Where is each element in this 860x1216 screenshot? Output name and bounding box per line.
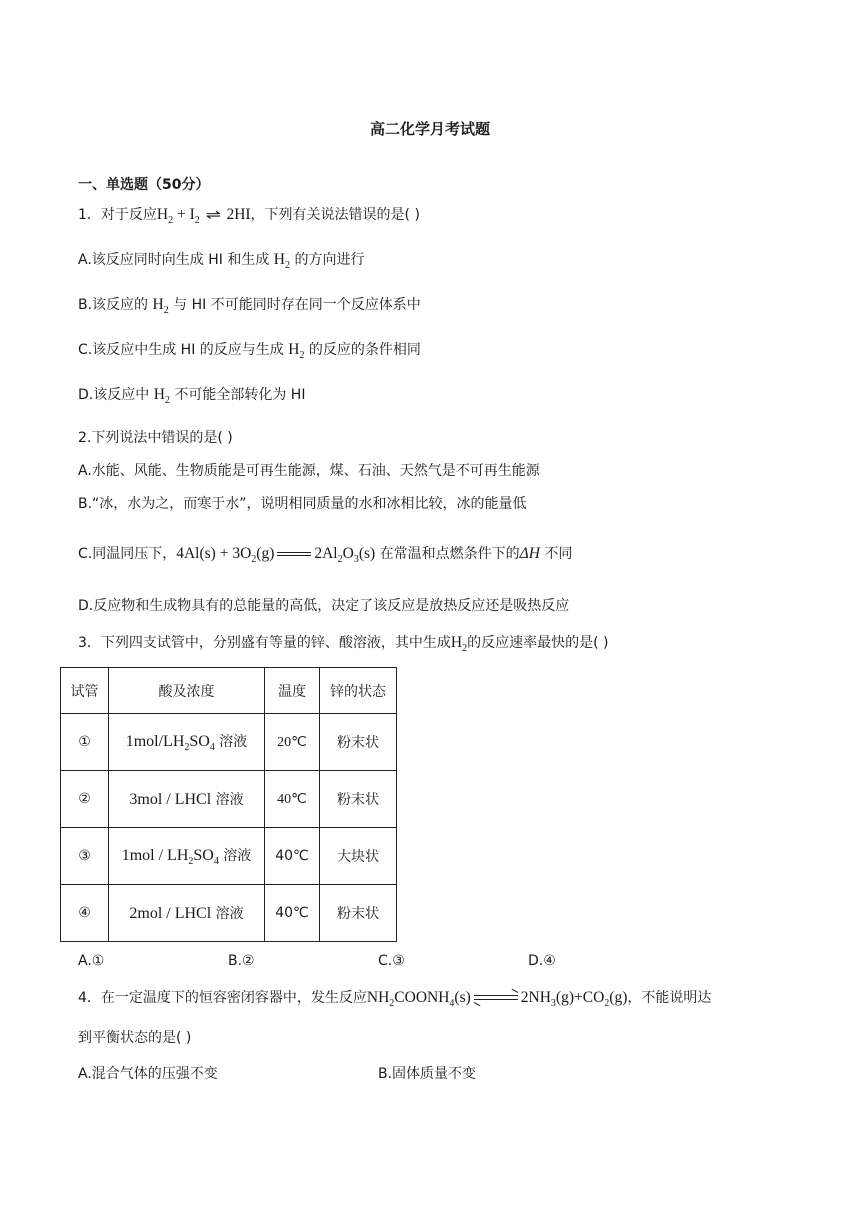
q1-stem-suffix: ，下列有关说法错误的是( ) (250, 207, 420, 223)
q1-option-a (78, 251, 364, 269)
acid-concentration: 3mol / LHCl 溶液 (109, 771, 265, 828)
temperature: 40℃ (265, 885, 320, 942)
zinc-state: 大块状 (320, 828, 397, 885)
acid-concentration: $1mol/LH_2SO_4$ 溶液 (109, 714, 265, 771)
q2-option-c-text: C.同温同压下， (78, 546, 177, 562)
q2-option-a: A.水能、风能、生物质能是可再生能源，煤、石油、天然气是不可再生能源 (78, 463, 540, 479)
q1-option-d-text: D.该反应中 (78, 387, 150, 403)
q1-option-b-text: B.该反应的 (78, 297, 149, 313)
q2-option-d: D.反应物和生成物具有的总能量的高低，决定了该反应是放热反应还是吸热反应 (78, 598, 570, 614)
tube-number: ③ (61, 828, 109, 885)
zinc-state: 粉末状 (320, 771, 397, 828)
table-header: 试管 (61, 668, 109, 714)
delta-h-symbol: ΔH (519, 545, 540, 562)
h2-formula: $H_2$ (152, 296, 169, 316)
q4-stem-suffix: ，不能说明达 (627, 990, 712, 1006)
q4-stem-prefix: 4．在一定温度下的恒容密闭容器中，发生反应 (78, 990, 367, 1006)
question-3-stem (78, 634, 608, 652)
q1-option-c-text: C.该反应中生成 HI 的反应与生成 (78, 342, 284, 358)
temperature: 20℃ (265, 714, 320, 771)
q1-option-b (78, 296, 421, 314)
temperature: 40℃ (265, 771, 320, 828)
table-header: 温度 (265, 668, 320, 714)
zinc-state: 粉末状 (320, 714, 397, 771)
q4-stem-line2: 到平衡状态的是( ) (78, 1030, 192, 1046)
q1-option-d-text-end: 不可能全部转化为 HI (174, 387, 306, 403)
acid-concentration: $1mol / LH_2SO_4$ 溶液 (109, 828, 265, 885)
q3-stem-prefix: 3．下列四支试管中，分别盛有等量的锌、酸溶液，其中生成 (78, 635, 451, 651)
question-1-stem (78, 206, 420, 225)
h2-formula: $H_2$ (288, 341, 305, 361)
q1-option-c (78, 341, 421, 359)
q1-option-b-text-end: 与 HI 不可能同时存在同一个反应体系中 (173, 297, 421, 313)
table-row (61, 714, 397, 771)
table-row (61, 885, 397, 942)
zinc-state: 粉末状 (320, 885, 397, 942)
tube-number: ① (61, 714, 109, 771)
tube-number: ② (61, 771, 109, 828)
h2-formula: $H_2$ (450, 634, 468, 654)
question-2-stem: 2.下列说法中错误的是( ) (78, 430, 233, 446)
q2-option-c-mid: 在常温和点燃条件下的 (379, 546, 520, 562)
h2-formula: $H_2$ (273, 251, 290, 271)
page-title: 高二化学月考试题 (370, 120, 491, 138)
q3-option-c: C.③ (378, 953, 405, 969)
table-row (61, 828, 397, 885)
q3-table (60, 667, 397, 942)
q4-option-b: B.固体质量不变 (378, 1066, 477, 1082)
q3-stem-suffix: 的反应速率最快的是( ) (467, 635, 609, 651)
q2-option-c (78, 545, 572, 563)
q2-option-c-end: 不同 (544, 546, 573, 562)
q1-option-c-text-end: 的反应的条件相同 (308, 342, 421, 358)
table-header: 酸及浓度 (109, 668, 265, 714)
section-heading: 一、单选题（50分） (78, 177, 210, 193)
q3-option-d: D.④ (528, 953, 556, 969)
h2-formula: $H_2$ (153, 386, 170, 406)
q2-equation: $4Al(s) + 3O_2(g)$ $2Al_2O_3(s)$ (176, 545, 376, 565)
table-header: 锌的状态 (320, 668, 397, 714)
q1-option-a-text-end: 的方向进行 (294, 252, 365, 268)
temperature: 40℃ (265, 828, 320, 885)
q1-equation: $H_2 + I_2$ ⇌ 2HI (156, 206, 251, 226)
acid-concentration: 2mol / LHCl 溶液 (109, 885, 265, 942)
q3-option-a: A.① (78, 953, 105, 969)
q2-option-b: B.“冰，水为之，而寒于水”，说明相同质量的水和冰相比较，冰的能量低 (78, 496, 527, 512)
question-4-stem (78, 989, 711, 1007)
q1-option-a-text: A.该反应同时向生成 HI 和生成 (78, 252, 270, 268)
q3-option-b: B.② (228, 953, 255, 969)
q4-equation: $NH_2COONH_4(s)$ $2NH_3(g)+CO_2(g)$ (366, 989, 628, 1009)
table-header-row (61, 668, 397, 714)
tube-number: ④ (61, 885, 109, 942)
q1-option-d (78, 386, 305, 404)
q4-option-a: A.混合气体的压强不变 (78, 1066, 218, 1082)
table-row (61, 771, 397, 828)
q1-stem-prefix: 1．对于反应 (78, 207, 157, 223)
